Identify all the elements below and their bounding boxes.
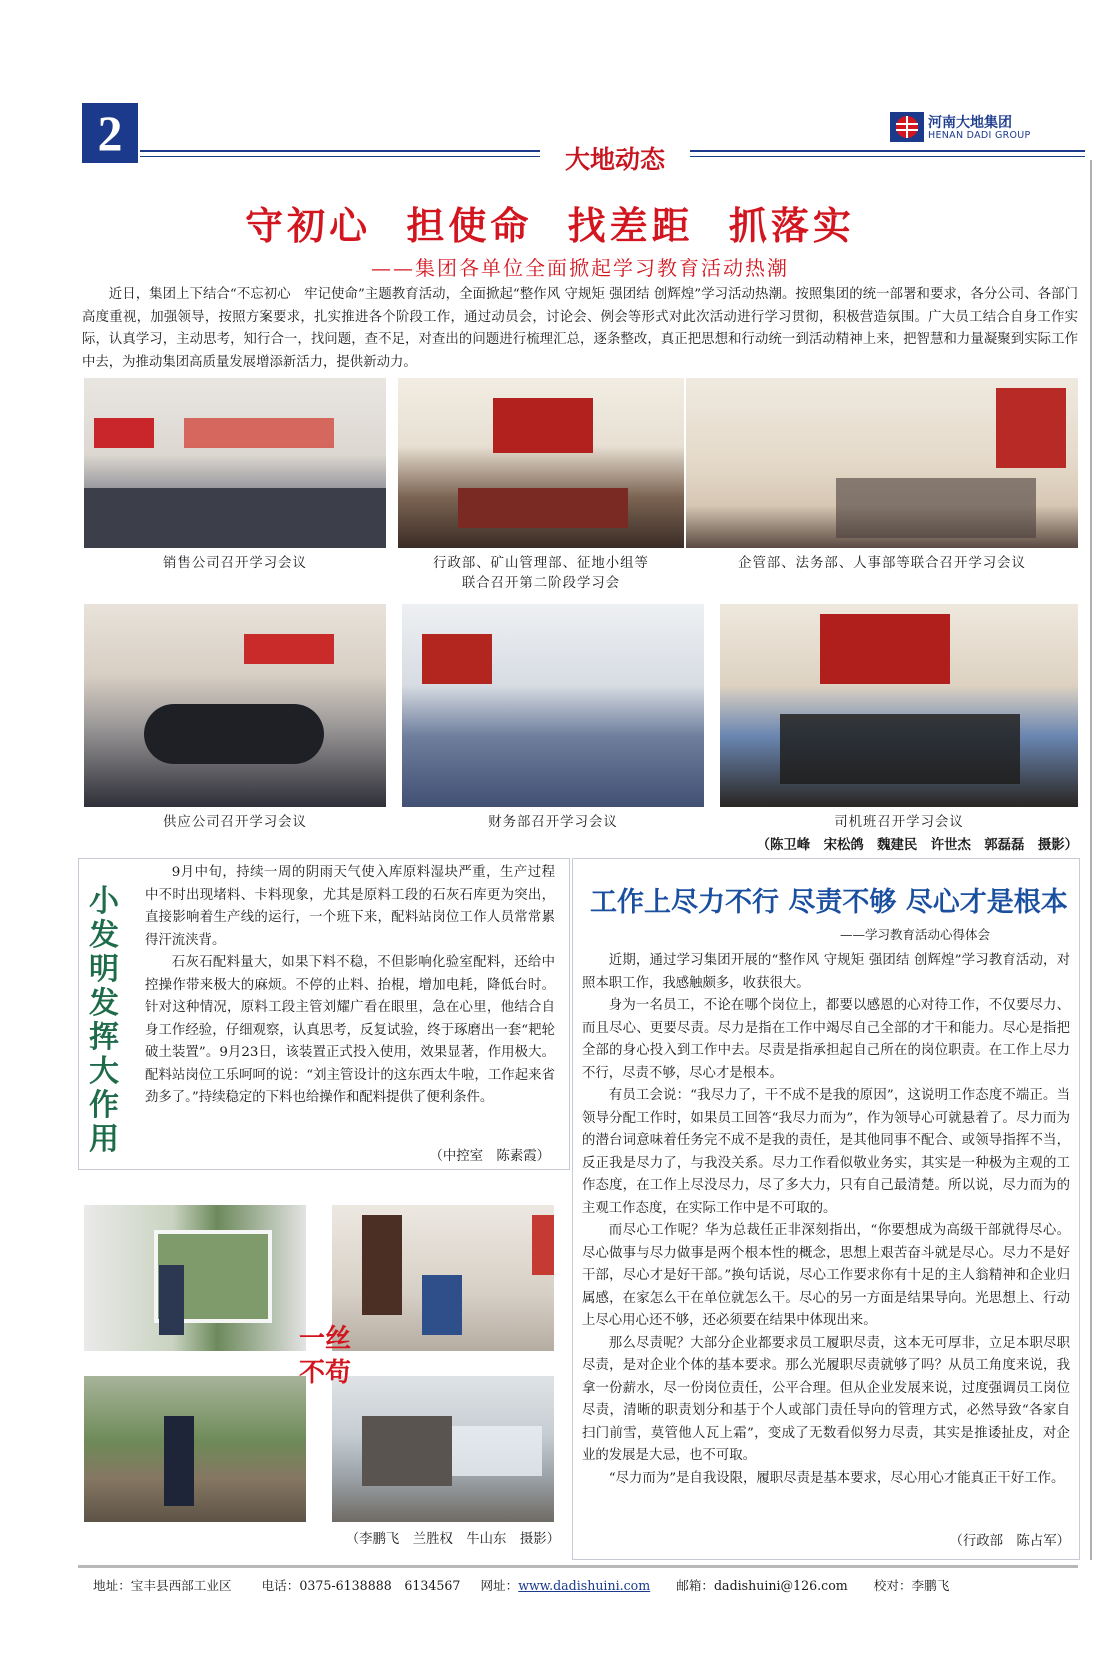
- globe-logo-icon: [890, 112, 924, 142]
- essay-paragraph: 那么尽责呢？大部分企业都要求员工履职尽责，这本无可厚非，立足本职尽职尽责，是对企业个体的基本要求。那么光履职尽责就够了吗？从员工角度来说，我拿一份薪水，尽一份岗位责任，公平合理。但从企业发展来说，过度强调员工岗位尽责，清晰的职责划分和基于个人或部门责任导向的管理方式，必然导致“各家自扫门前雪，莫管他人瓦上霜”，变成了无数看似努力尽责，其实是推诿扯皮，对企业的发展是大忌，也不可取。: [582, 1335, 1070, 1463]
- footer-proof-label: 校对：: [873, 1578, 912, 1593]
- photo-credits-row: （陈卫峰 宋松鸽 魏建民 许世杰 郭磊磊 摄影）: [756, 837, 1078, 853]
- photo-window-cleaning: [84, 1205, 306, 1351]
- caption-supply-meeting: 供应公司召开学习会议: [163, 815, 307, 830]
- essay-title: 工作上尽力不行 尽责不够 尽心才是根本: [590, 887, 1068, 918]
- photo-group-label-line1: 一丝: [298, 1324, 351, 1354]
- invention-paragraph: 9月中旬，持续一周的阴雨天气使入库原料湿块严重，生产过程中不时出现堵料、卡料现象，尤其是原料工段的石灰石库更为突出，直接影响着生产线的运行，一个班下来，配料站岗位工作人员常常累得汗流浃背。: [145, 865, 555, 948]
- footer: [93, 1575, 1083, 1594]
- photo-trench-work: [84, 1376, 306, 1522]
- photo-group-credits: （李鹏飞 兰胜权 牛山东 摄影）: [345, 1532, 560, 1547]
- caption-admin-meeting-line1: 行政部、矿山管理部、征地小组等: [433, 556, 649, 571]
- header-rule-right: [690, 150, 1085, 152]
- caption-management-meeting: 企管部、法务部、人事部等联合召开学习会议: [738, 556, 1026, 571]
- invention-paragraph: 石灰石配料量大，如果下料不稳，不但影响化验室配料，还给中控操作带来极大的麻烦。不停的止料、抬棍，增加电耗，降低台时。针对这种情况，原料工段主管刘耀广看在眼里，急在心里，他结合自身工作经验，仔细观察，认真思考，反复试验，终于琢磨出一套“耙轮破土装置”。9月23日，该装置正式投入使用，效果显著，作用极大。配料站岗位工乐呵呵的说：“刘主管设计的这东西太牛啦，工作起来省劲多了。”持续稳定的下料也给操作和配料提供了便利条件。: [145, 955, 555, 1105]
- footer-website-link[interactable]: www.dadishuini.com: [518, 1578, 651, 1593]
- essay-author: （行政部 陈占军）: [949, 1534, 1070, 1549]
- lead-body: 近日，集团上下结合“不忘初心 牢记使命”主题教育活动，全面掀起“整作风 守规矩 强团结 创辉煌”学习活动热潮。按照集团的统一部署和要求，各分公司、各部门高度重视，加强领导，按照方案要求，扎实推进各个阶段工作，通过动员会，讨论会、例会等形式对此次活动进行学习贯彻，积极营造氛围。广大员工结合自身工作实际，认真学习，主动思考，知行合一，找问题，查不足，对查出的问题进行梳理汇总，逐条整改，真正把思想和行动统一到活动精神上来，把智慧和力量凝聚到实际工作中去，为推动集团高质量发展增添新活力，提供新动力。: [82, 287, 1078, 370]
- footer-phone: 0375-6138888 6134567: [299, 1578, 461, 1593]
- photo-management-meeting: [686, 378, 1078, 548]
- photo-driver-team-meeting: [720, 604, 1078, 807]
- essay-body: [582, 950, 1070, 1490]
- footer-phone-label: 电话：: [261, 1578, 300, 1593]
- lead-subtitle: ——集团各单位全面掀起学习教育活动热潮: [371, 256, 789, 280]
- caption-admin-meeting-line2: 联合召开第二阶段学习会: [461, 576, 621, 591]
- footer-address-label: 地址：: [93, 1578, 131, 1593]
- caption-driver-team-meeting: 司机班召开学习会议: [834, 815, 964, 830]
- page-edge-rule: [1090, 160, 1092, 1560]
- footer-web-label: 网址：: [480, 1578, 519, 1593]
- photo-water-truck: [332, 1376, 554, 1522]
- company-logo: [890, 112, 1040, 148]
- photo-supply-meeting: [84, 604, 386, 807]
- footer-rule: [78, 1565, 1078, 1568]
- page-number: 2: [82, 103, 138, 163]
- photo-finance-meeting: [402, 604, 704, 807]
- photo-admin-meeting: [398, 378, 684, 548]
- footer-email-label: 邮箱：: [676, 1578, 714, 1593]
- header-rule-right-thin: [690, 156, 1085, 157]
- caption-sales-meeting: 销售公司召开学习会议: [163, 556, 307, 571]
- essay-paragraph: 而尽心工作呢？华为总裁任正非深刻指出，“你要想成为高级干部就得尽心。尽心做事与尽力做事是两个根本性的概念，思想上艰苦奋斗就是尽心。尽力不是好干部，尽心才是好干部。”换句话说，尽心工作要求你有十足的主人翁精神和企业归属感，在家怎么干在单位就怎么干。尽心的另一方面是结果导向。光思想上、行动上尽心用心还不够，还必须要在结果中体现出来。: [582, 1223, 1070, 1328]
- header-rule-left-thin: [140, 156, 540, 157]
- caption-finance-meeting: 财务部召开学习会议: [488, 815, 618, 830]
- section-title: 大地动态: [540, 140, 690, 176]
- logo-chinese-name: 河南大地集团: [928, 115, 1012, 131]
- essay-paragraph: 有员工会说：“我尽力了，干不成不是我的原因”，这说明工作态度不端正。当领导分配工作时，如果员工回答“我尽力而为”，作为领导心可就悬着了。尽力而为的潜台词意味着任务完不成不是我的责任，是其他同事不配合、或领导指挥不当，反正我是尽力了，与我没关系。尽力工作看似敬业务实，其实是一种极为主观的工作态度，在工作上尽没尽力，尽了多大力，只有自己最清楚。所以说，尽力而为的主观工作态度，在实际工作中是不可取的。: [582, 1088, 1070, 1216]
- footer-address: 宝丰县西部工业区: [130, 1578, 232, 1593]
- essay-paragraph: 近期，通过学习集团开展的“整作风 守规矩 强团结 创辉煌”学习教育活动，对照本职工作，我感触颇多，收获很大。: [582, 953, 1070, 991]
- footer-proofreader: 李鹏飞: [911, 1578, 950, 1593]
- header-rule-left: [140, 150, 540, 152]
- photo-sales-meeting: [84, 378, 386, 548]
- essay-paragraph: “尽力而为”是自我设限，履职尽责是基本要求，尽心用心才能真正干好工作。: [608, 1470, 1065, 1486]
- invention-title: 小 发 明 发 挥 大 作 用: [89, 884, 119, 1157]
- essay-paragraph: 身为一名员工，不论在哪个岗位上，都要以感恩的心对待工作，不仅要尽力、而且尽心、更要尽责。尽力是指在工作中竭尽自己全部的才干和能力。尽心是指把全部的身心投入到工作中去。尽责是指承担起自己所在的岗位职责。在工作上尽力不行，尽责不够，尽心才是根本。: [582, 998, 1070, 1081]
- invention-body: [145, 862, 555, 1110]
- photo-group-label-line2: 不苟: [298, 1358, 351, 1388]
- invention-author: （中控室 陈素霞）: [429, 1149, 550, 1164]
- lead-headline: 守初心 担使命 找差距 抓落实: [245, 204, 855, 248]
- footer-email: dadishuini@126.com: [714, 1578, 848, 1593]
- logo-english-name: HENAN DADI GROUP: [928, 130, 1031, 141]
- essay-subtitle: ——学习教育活动心得体会: [840, 927, 991, 942]
